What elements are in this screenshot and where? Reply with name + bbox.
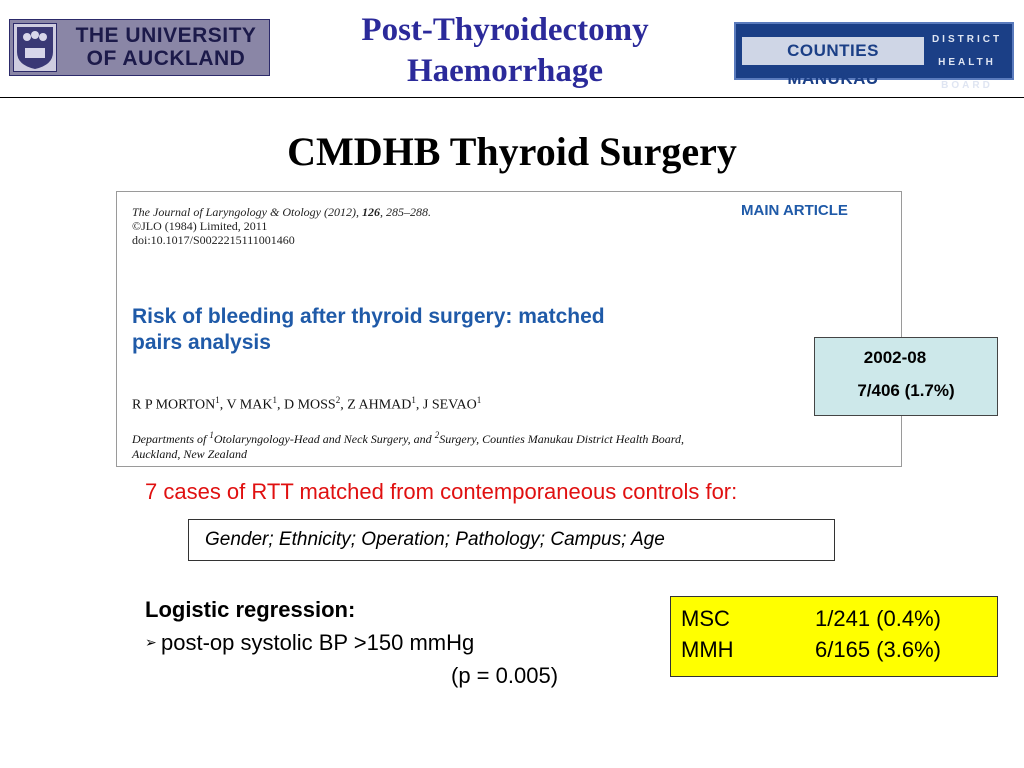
district-health-board-name: DISTRICT HEALTH BOARD: [931, 34, 1003, 91]
rate-value: 1/241 (0.4%): [815, 606, 941, 631]
affiliation: [132, 428, 832, 462]
slide-title: CMDHB Thyroid Surgery: [287, 129, 737, 174]
rate-value: 6/165 (3.6%): [815, 637, 941, 662]
affiliation-post: Surgery, Counties Manukau District Health Board, Auckland, New Zealand: [132, 432, 684, 461]
matching-criteria-box: Gender; Ethnicity; Operation; Pathology; Campus; Age: [188, 519, 835, 561]
author-affiliation: 1: [215, 395, 220, 405]
study-period-years: 2002-08: [863, 348, 927, 367]
author: D MOSS: [283, 397, 336, 413]
author: J SEVAO: [422, 397, 477, 413]
author-affiliation: 1: [272, 395, 277, 405]
author-affiliation: 2: [335, 395, 341, 405]
rate-row: [681, 634, 997, 665]
header-title: Post-Thyroidectomy Haemorrhage: [361, 12, 649, 89]
study-period-box: [814, 337, 998, 416]
author: R P MORTON: [132, 397, 216, 413]
copyright: ©JLO (1984) Limited, 2011: [132, 219, 268, 233]
study-period-count: 7/406 (1.7%): [857, 381, 955, 400]
regression-item: [145, 626, 615, 659]
doi: doi:10.1017/S0022215111001460: [132, 233, 295, 247]
author-list: R P MORTON$^1$, V MAK$^1$, D MOSS$^2$, Z AHMAD$^1$, J SEVAO$^1$: [132, 395, 482, 413]
university-name: THE UNIVERSITY OF AUCKLAND: [75, 24, 257, 70]
site-rates-box: [670, 596, 998, 677]
author-affiliation: 1: [476, 395, 482, 405]
journal-citation-post: , 285–288.: [379, 205, 431, 219]
rate-row: [681, 603, 997, 634]
p-value: (p = 0.005): [451, 663, 559, 688]
regression-item-text: post-op systolic BP >150 mmHg: [161, 630, 475, 655]
article-excerpt: [116, 191, 902, 467]
counties-manukau-logo: [734, 22, 1014, 91]
rate-site-label: MMH: [681, 637, 734, 662]
logistic-regression-block: [145, 593, 615, 692]
author: V MAK: [226, 397, 273, 413]
journal-volume: 126: [361, 205, 380, 219]
counties-manukau-name: COUNTIES MANUKAU: [742, 37, 924, 65]
matched-cases-text: 7 cases of RTT matched from contemporaneous controls for:: [145, 479, 738, 504]
article-title: Risk of bleeding after thyroid surgery: matched pairs analysis: [132, 305, 605, 354]
article-type-label: MAIN ARTICLE: [741, 202, 848, 219]
crest-icon: [13, 23, 57, 72]
arrow-bullet-icon: ➢: [145, 634, 157, 650]
header-divider: [0, 97, 1024, 98]
affiliation-sup: 2: [434, 430, 440, 440]
affiliation-sup: 1: [209, 430, 214, 440]
journal-citation-pre: The Journal of Laryngology & Otology (2012),: [132, 205, 362, 219]
rate-site-label: MSC: [681, 606, 730, 631]
regression-title: Logistic regression:: [145, 597, 356, 622]
journal-citation: [132, 205, 732, 247]
affiliation-mid: Otolaryngology-Head and Neck Surgery, and: [213, 432, 435, 446]
university-of-auckland-logo: [9, 19, 270, 76]
affiliation-pre: Departments of: [132, 432, 210, 446]
author: Z AHMAD: [347, 397, 412, 413]
author-affiliation: 1: [411, 395, 416, 405]
